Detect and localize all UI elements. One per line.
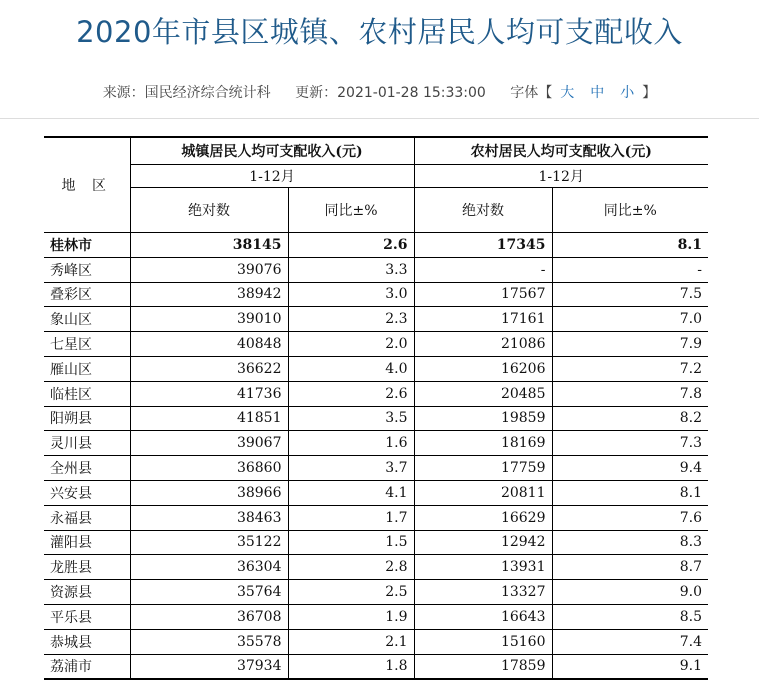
source-label: 来源：国民经济综合统计科 — [102, 85, 271, 101]
region-name-cell: 兴安县 — [44, 480, 130, 505]
article-meta — [0, 82, 759, 102]
rural-absolute-cell: 21086 — [414, 332, 552, 357]
rural-yoy-cell: 9.1 — [552, 654, 708, 679]
table-row — [44, 356, 708, 381]
urban-yoy-cell: 2.6 — [288, 381, 414, 406]
table-row — [44, 431, 708, 456]
rural-absolute-cell: 18169 — [414, 431, 552, 456]
urban-yoy-cell: 2.0 — [288, 332, 414, 357]
table-row — [44, 406, 708, 431]
rural-yoy-cell: 8.5 — [552, 604, 708, 629]
urban-absolute-cell: 36860 — [130, 456, 288, 481]
rural-income-header: 农村居民人均可支配收入(元) — [414, 137, 708, 165]
urban-absolute-cell: 38145 — [130, 233, 288, 258]
rural-absolute-cell: 16629 — [414, 505, 552, 530]
urban-yoy-cell: 3.3 — [288, 257, 414, 282]
urban-yoy-header: 同比±% — [288, 188, 414, 233]
urban-yoy-cell: 1.9 — [288, 604, 414, 629]
table-row — [44, 604, 708, 629]
rural-absolute-cell: 20485 — [414, 381, 552, 406]
urban-absolute-cell: 38942 — [130, 282, 288, 307]
urban-absolute-cell: 39076 — [130, 257, 288, 282]
urban-yoy-cell: 2.3 — [288, 307, 414, 332]
rural-yoy-cell: 8.1 — [552, 233, 708, 258]
urban-absolute-cell: 38463 — [130, 505, 288, 530]
rural-absolute-cell: 12942 — [414, 530, 552, 555]
region-name-cell: 象山区 — [44, 307, 130, 332]
rural-absolute-cell: 17161 — [414, 307, 552, 332]
region-name-cell: 荔浦市 — [44, 654, 130, 679]
rural-yoy-cell: 7.2 — [552, 356, 708, 381]
urban-period-header: 1-12月 — [130, 165, 414, 188]
region-name-cell: 雁山区 — [44, 356, 130, 381]
urban-yoy-cell: 1.7 — [288, 505, 414, 530]
urban-absolute-cell: 38966 — [130, 480, 288, 505]
table-row — [44, 555, 708, 580]
table-row — [44, 530, 708, 555]
urban-absolute-cell: 37934 — [130, 654, 288, 679]
table-row — [44, 332, 708, 357]
font-size-small-link[interactable]: 小 — [620, 85, 635, 101]
font-size-close: 】 — [642, 85, 657, 101]
page-title: 2020年市县区城镇、农村居民人均可支配收入 — [76, 15, 683, 49]
rural-yoy-cell: 7.5 — [552, 282, 708, 307]
rural-yoy-cell: 7.0 — [552, 307, 708, 332]
rural-absolute-cell: - — [414, 257, 552, 282]
urban-yoy-cell: 2.8 — [288, 555, 414, 580]
urban-absolute-cell: 39010 — [130, 307, 288, 332]
table-row — [44, 456, 708, 481]
region-name-cell: 平乐县 — [44, 604, 130, 629]
urban-absolute-cell: 39067 — [130, 431, 288, 456]
table-row — [44, 480, 708, 505]
rural-absolute-cell: 13931 — [414, 555, 552, 580]
rural-yoy-cell: - — [552, 257, 708, 282]
region-name-cell: 七星区 — [44, 332, 130, 357]
font-size-switcher — [510, 85, 656, 101]
income-table — [44, 136, 708, 680]
rural-absolute-cell: 19859 — [414, 406, 552, 431]
urban-absolute-cell: 35578 — [130, 629, 288, 654]
urban-yoy-cell: 2.6 — [288, 233, 414, 258]
rural-yoy-cell: 7.9 — [552, 332, 708, 357]
urban-yoy-cell: 1.6 — [288, 431, 414, 456]
table-row — [44, 307, 708, 332]
urban-absolute-cell: 36304 — [130, 555, 288, 580]
rural-yoy-cell: 8.7 — [552, 555, 708, 580]
table-row — [44, 257, 708, 282]
region-name-cell: 秀峰区 — [44, 257, 130, 282]
region-name-cell: 阳朔县 — [44, 406, 130, 431]
rural-absolute-header: 绝对数 — [414, 188, 552, 233]
rural-absolute-cell: 16206 — [414, 356, 552, 381]
font-size-large-link[interactable]: 大 — [560, 85, 575, 101]
divider — [0, 118, 759, 119]
rural-absolute-cell: 17567 — [414, 282, 552, 307]
region-name-cell: 全州县 — [44, 456, 130, 481]
urban-absolute-cell: 36622 — [130, 356, 288, 381]
rural-absolute-cell: 15160 — [414, 629, 552, 654]
urban-income-header: 城镇居民人均可支配收入(元) — [130, 137, 414, 165]
region-name-cell: 龙胜县 — [44, 555, 130, 580]
urban-yoy-cell: 3.5 — [288, 406, 414, 431]
table-row — [44, 580, 708, 605]
rural-yoy-cell: 7.4 — [552, 629, 708, 654]
updated-label: 更新：2021-01-28 15:33:00 — [295, 85, 486, 101]
urban-absolute-cell: 36708 — [130, 604, 288, 629]
rural-absolute-cell: 17859 — [414, 654, 552, 679]
region-name-cell: 桂林市 — [44, 233, 130, 258]
rural-yoy-cell: 7.6 — [552, 505, 708, 530]
region-name-cell: 永福县 — [44, 505, 130, 530]
rural-yoy-cell: 9.4 — [552, 456, 708, 481]
table-row — [44, 505, 708, 530]
urban-yoy-cell: 4.0 — [288, 356, 414, 381]
urban-yoy-cell: 1.5 — [288, 530, 414, 555]
font-size-medium-link[interactable]: 中 — [590, 85, 605, 101]
urban-yoy-cell: 4.1 — [288, 480, 414, 505]
region-name-cell: 灵川县 — [44, 431, 130, 456]
rural-absolute-cell: 20811 — [414, 480, 552, 505]
urban-yoy-cell: 3.7 — [288, 456, 414, 481]
font-size-label: 字体【 — [510, 85, 553, 101]
urban-absolute-cell: 35764 — [130, 580, 288, 605]
table-body — [44, 233, 708, 680]
region-header: 地 区 — [44, 137, 130, 233]
region-name-cell: 灌阳县 — [44, 530, 130, 555]
rural-yoy-cell: 8.2 — [552, 406, 708, 431]
rural-absolute-cell: 17345 — [414, 233, 552, 258]
rural-yoy-cell: 7.3 — [552, 431, 708, 456]
urban-absolute-cell: 41851 — [130, 406, 288, 431]
region-name-cell: 临桂区 — [44, 381, 130, 406]
urban-yoy-cell: 2.5 — [288, 580, 414, 605]
region-name-cell: 恭城县 — [44, 629, 130, 654]
table-row — [44, 381, 708, 406]
region-name-cell: 资源县 — [44, 580, 130, 605]
table-row — [44, 629, 708, 654]
rural-yoy-cell: 7.8 — [552, 381, 708, 406]
rural-period-header: 1-12月 — [414, 165, 708, 188]
urban-absolute-cell: 40848 — [130, 332, 288, 357]
rural-yoy-cell: 8.3 — [552, 530, 708, 555]
table-row — [44, 654, 708, 679]
rural-absolute-cell: 13327 — [414, 580, 552, 605]
rural-yoy-cell: 9.0 — [552, 580, 708, 605]
rural-yoy-header: 同比±% — [552, 188, 708, 233]
table-row-total — [44, 233, 708, 258]
rural-yoy-cell: 8.1 — [552, 480, 708, 505]
urban-absolute-cell: 41736 — [130, 381, 288, 406]
urban-yoy-cell: 1.8 — [288, 654, 414, 679]
region-name-cell: 叠彩区 — [44, 282, 130, 307]
rural-absolute-cell: 17759 — [414, 456, 552, 481]
urban-yoy-cell: 3.0 — [288, 282, 414, 307]
urban-absolute-header: 绝对数 — [130, 188, 288, 233]
urban-absolute-cell: 35122 — [130, 530, 288, 555]
table-row — [44, 282, 708, 307]
urban-yoy-cell: 2.1 — [288, 629, 414, 654]
rural-absolute-cell: 16643 — [414, 604, 552, 629]
